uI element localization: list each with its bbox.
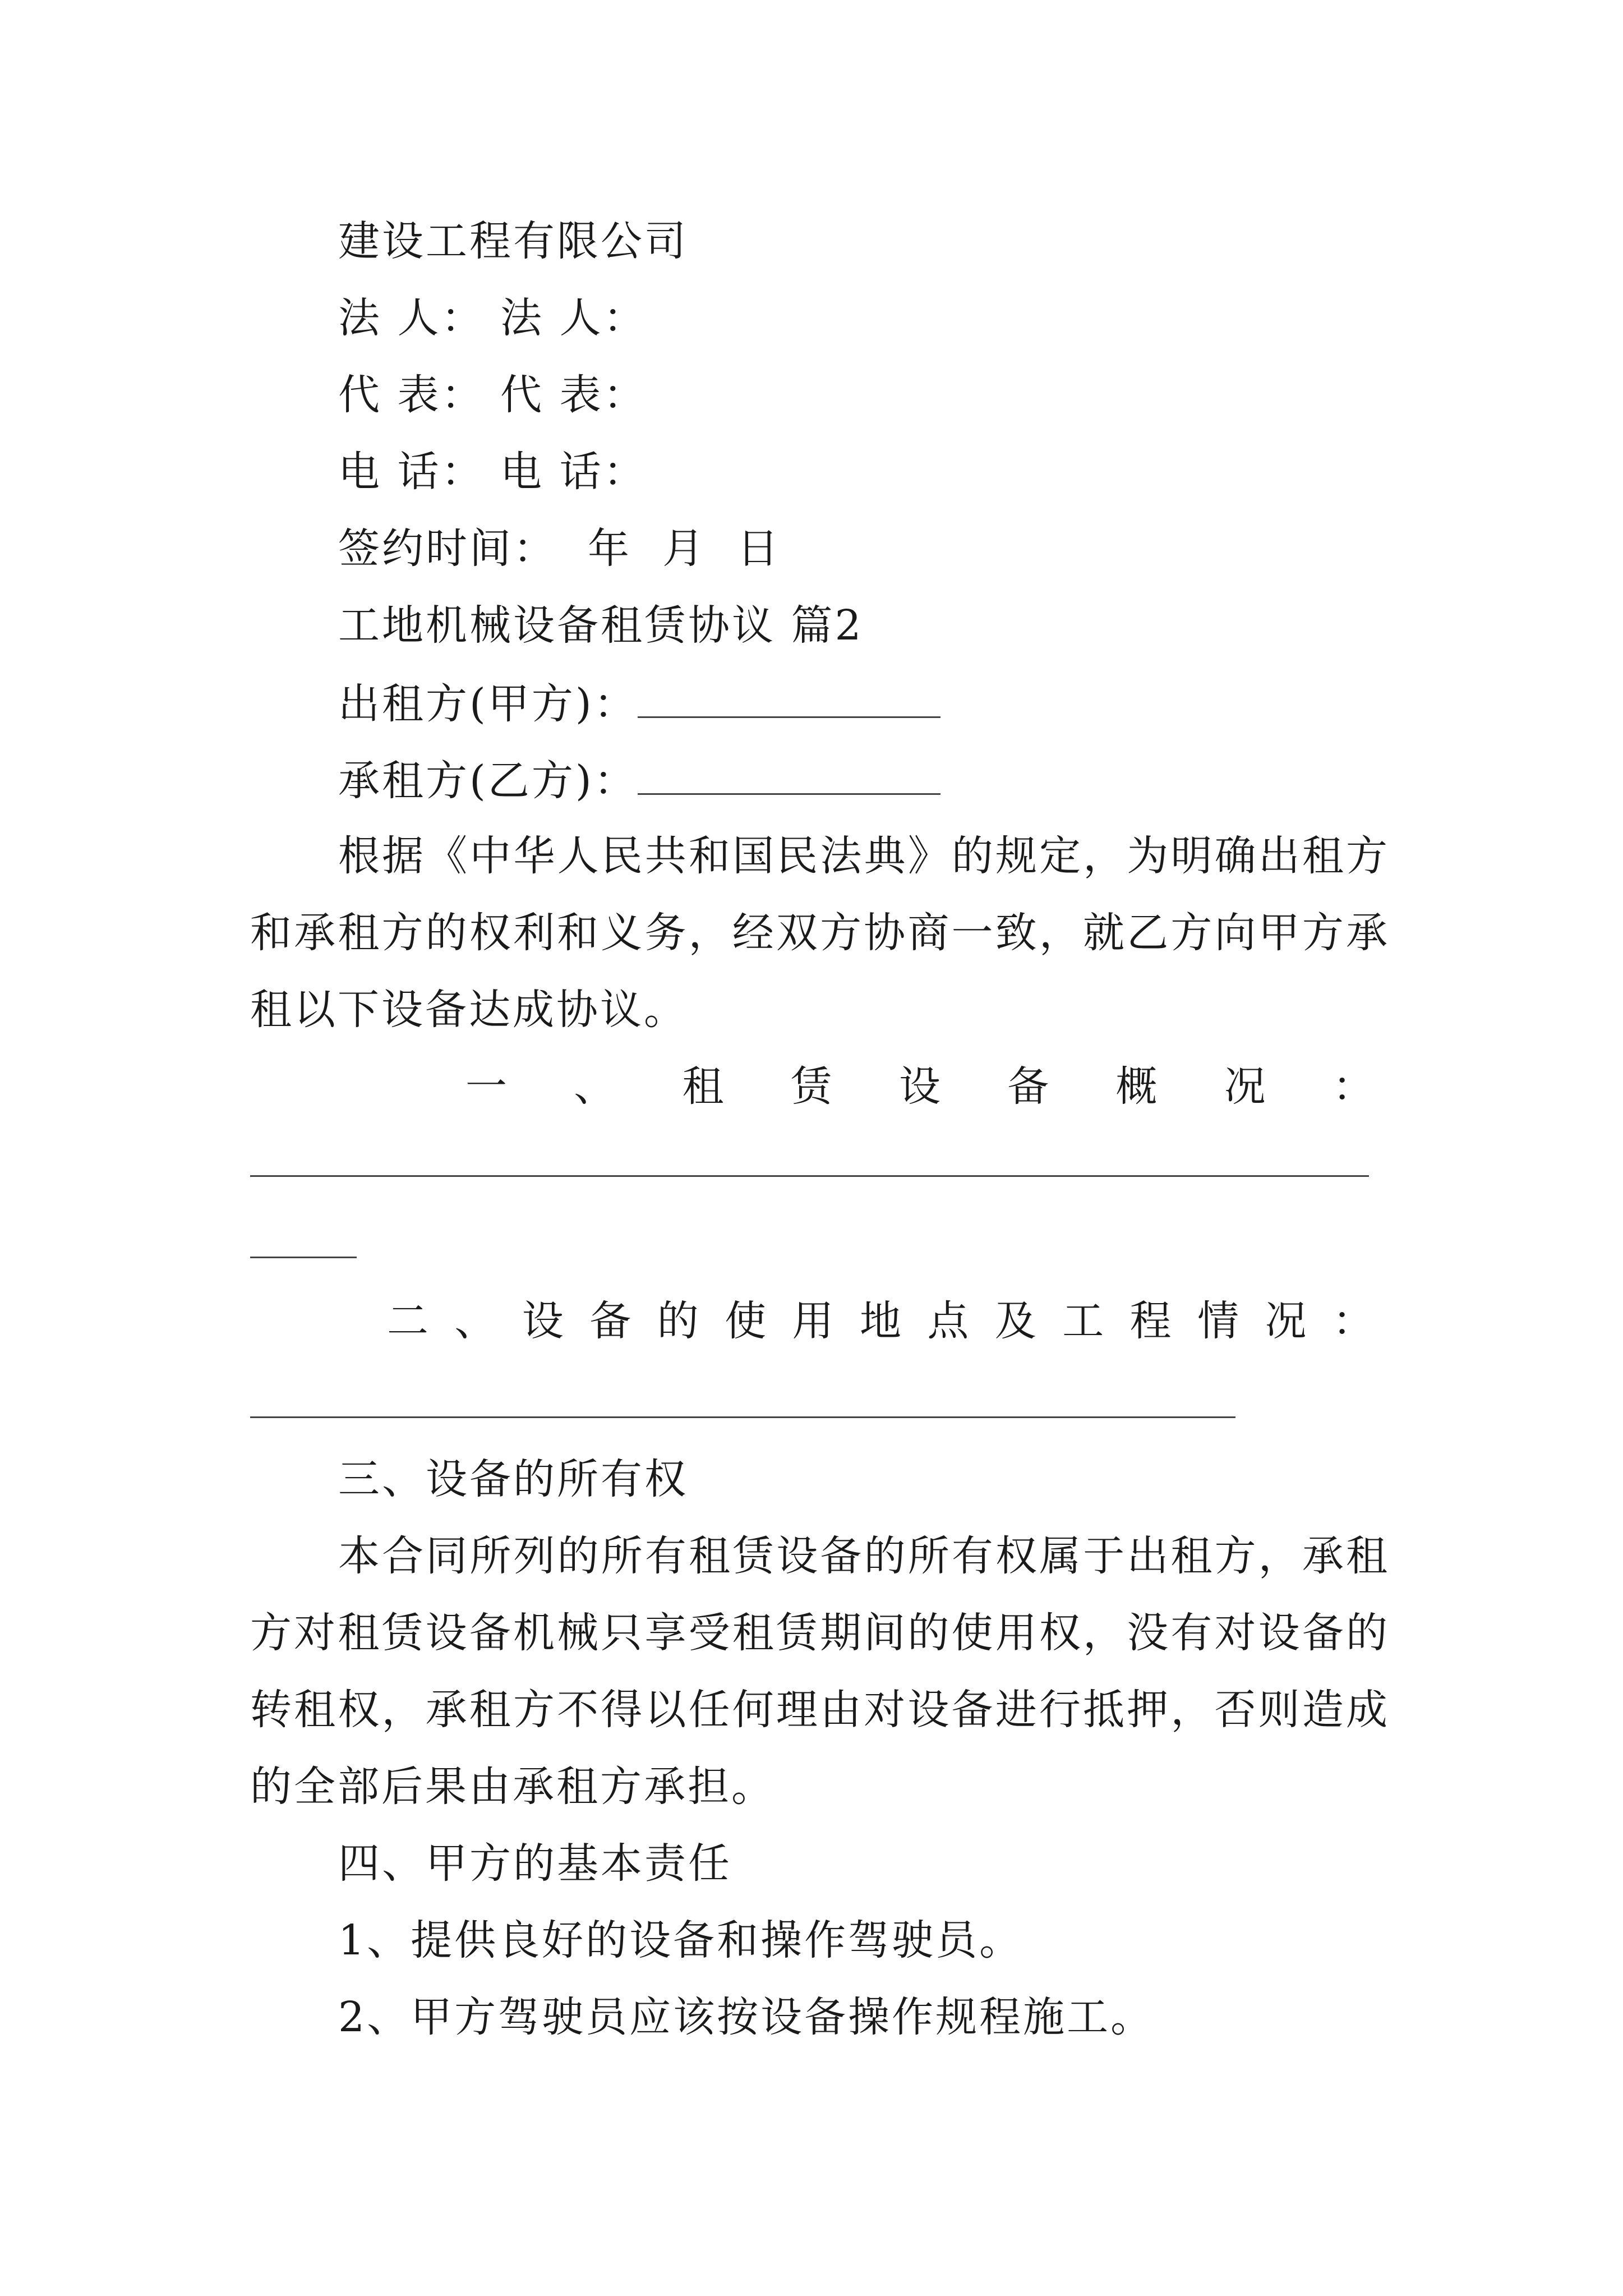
sign-date-line: 签约时间： 年 月 日 bbox=[338, 524, 781, 573]
lessee-label: 承租方(乙方)： bbox=[338, 757, 638, 805]
heading1-char: 况 bbox=[1224, 1062, 1266, 1111]
heading2-char: 程 bbox=[1129, 1297, 1172, 1345]
section-title: 工地机械设备租赁协议 篇2 bbox=[338, 601, 864, 650]
heading2-char: 及 bbox=[994, 1297, 1036, 1345]
ownership-line-4: 的全部后果由承租方承担。 bbox=[250, 1763, 775, 1811]
heading1-char: 、 bbox=[574, 1062, 616, 1111]
ownership-line-2: 方对租赁设备机械只享受租赁期间的使用权，没有对设备的 bbox=[250, 1609, 1389, 1657]
heading-ownership: 三、设备的所有权 bbox=[338, 1455, 688, 1503]
heading2-char: 设 bbox=[522, 1297, 564, 1345]
heading1-char: 概 bbox=[1115, 1062, 1158, 1111]
heading2-char: 况 bbox=[1265, 1297, 1307, 1345]
heading-equipment-overview bbox=[465, 1061, 1374, 1112]
heading1-char: 赁 bbox=[790, 1062, 832, 1111]
company-name: 建设工程有限公司 bbox=[338, 217, 688, 265]
heading1-char: 租 bbox=[682, 1062, 724, 1111]
heading1-char: 设 bbox=[899, 1062, 940, 1111]
lessor-label: 出租方(甲方)： bbox=[338, 680, 638, 728]
heading2-char: 地 bbox=[859, 1297, 901, 1345]
heading2-char: 点 bbox=[927, 1297, 969, 1345]
blank-rule-usage bbox=[250, 1416, 1235, 1418]
heading-usage-location bbox=[387, 1296, 1374, 1346]
intro-line-3: 租以下设备达成协议。 bbox=[250, 986, 688, 1034]
heading2-char: 备 bbox=[589, 1297, 631, 1345]
intro-line-1: 根据《中华人民共和国民法典》的规定，为明确出租方 bbox=[338, 832, 1389, 880]
lessor-field bbox=[338, 677, 940, 729]
heading2-char: 用 bbox=[792, 1297, 834, 1345]
legal-person-line: 法 人： 法 人： bbox=[338, 294, 647, 342]
lessee-blank bbox=[638, 754, 940, 795]
phone-line: 电 话： 电 话： bbox=[338, 448, 647, 496]
ownership-line-1: 本合同所列的所有租赁设备的所有权属于出租方，承租 bbox=[338, 1532, 1389, 1580]
duty-item-1: 1、提供良好的设备和操作驾驶员。 bbox=[338, 1916, 1023, 1964]
ownership-line-3: 转租权，承租方不得以任何理由对设备进行抵押，否则造成 bbox=[250, 1686, 1389, 1734]
heading1-char: 备 bbox=[1007, 1062, 1049, 1111]
heading2-char: 使 bbox=[725, 1297, 767, 1345]
representative-line: 代 表： 代 表： bbox=[338, 371, 647, 419]
intro-line-2: 和承租方的权利和义务，经双方协商一致，就乙方向甲方承 bbox=[250, 909, 1389, 957]
blank-rule-long bbox=[250, 1175, 1369, 1177]
heading2-char: 工 bbox=[1062, 1297, 1104, 1345]
heading2-char: 、 bbox=[454, 1297, 496, 1345]
heading2-char: 的 bbox=[657, 1297, 699, 1345]
heading2-char: 情 bbox=[1197, 1297, 1239, 1345]
heading1-char: 一 bbox=[465, 1062, 507, 1111]
duty-item-2: 2、甲方驾驶员应该按设备操作规程施工。 bbox=[338, 1993, 1155, 2041]
blank-rule-short bbox=[250, 1257, 357, 1258]
heading1-char: ： bbox=[1332, 1062, 1374, 1111]
heading-party-a-duties: 四、甲方的基本责任 bbox=[338, 1839, 732, 1888]
lessee-field bbox=[338, 754, 940, 806]
heading2-char: ： bbox=[1332, 1297, 1374, 1345]
heading2-char: 二 bbox=[387, 1297, 428, 1345]
lessor-blank bbox=[638, 677, 940, 718]
